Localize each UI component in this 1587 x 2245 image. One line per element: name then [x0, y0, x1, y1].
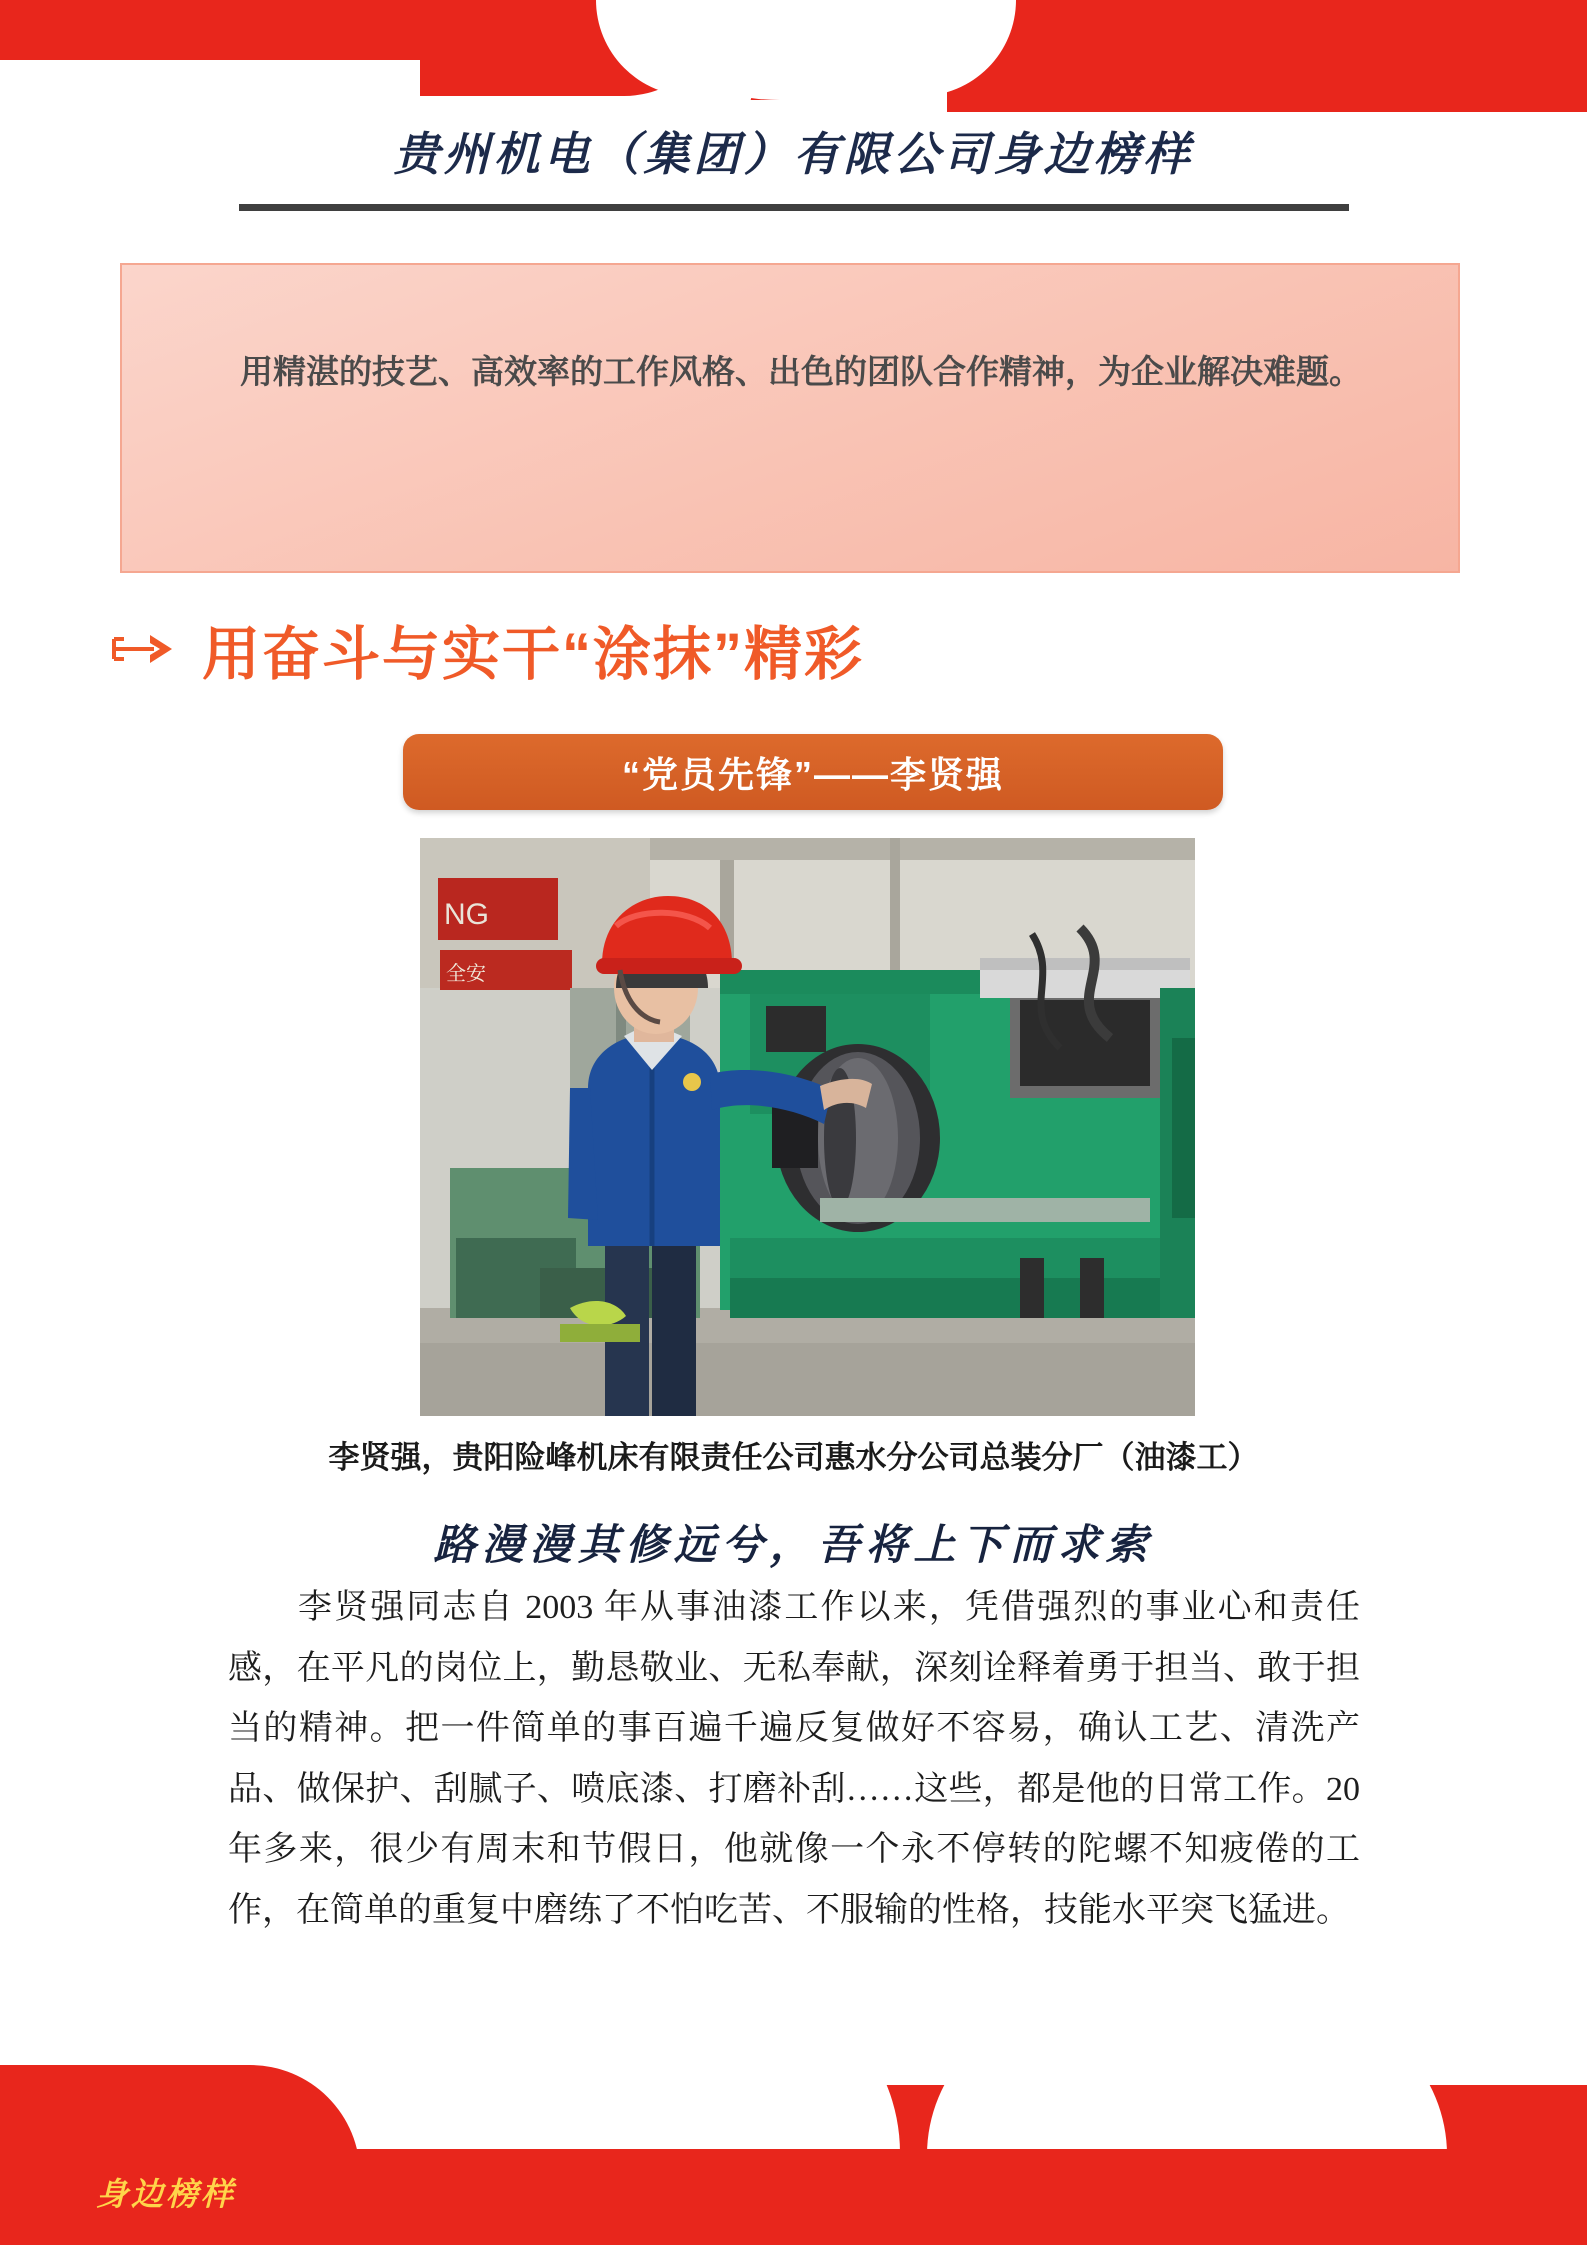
top-red-mid-notch: [596, 0, 1016, 96]
double-arrow-icon: [110, 627, 176, 671]
photo-caption: 李贤强，贵阳险峰机床有限责任公司惠水分公司总装分厂（油漆工）: [328, 1440, 1259, 1475]
quote-text: 用精湛的技艺、高效率的工作风格、出色的团队合作精神，为企业解决难题。: [240, 353, 1362, 390]
section-title: 用奋斗与实干“涂抹”精彩: [202, 622, 865, 687]
quote-box: [120, 263, 1460, 573]
article-body: 李贤强同志自 2003 年从事油漆工作以来，凭借强烈的事业心和责任感，在平凡的岗位上，勤恳敬业、无私奉献，深刻诠释着勇于担当、敢于担当的精神。把一件简单的事百遍千遍反复做好不容易，确认工艺、清洗产品、做保护、刮腻子、喷底漆、打磨补刮……这些，都是他的日常工作。20 年多来，很少有周末和节假日，他就像一个永不停转的陀螺不知疲倦的工作，在简单的重复中磨练了不怕吃苦、不服输的性格，技能水平突飞猛进。: [228, 1589, 1360, 1929]
bottom-white-curve-right: [927, 2005, 1447, 2155]
header-divider: [239, 204, 1349, 211]
document-header: [0, 118, 1587, 211]
honor-badge: [403, 734, 1223, 810]
footer-label: 身边榜样: [96, 2176, 237, 2212]
photo-worker: [420, 838, 1195, 1416]
bottom-red-tab: [0, 2065, 360, 2175]
honor-badge-label: “党员先锋”——李贤强: [621, 753, 1004, 795]
svg-text:NG: NG: [444, 898, 489, 931]
page-title: 贵州机电（集团）有限公司身边榜样: [393, 129, 1194, 180]
svg-text:全安: 全安: [446, 963, 486, 985]
article-subheading: 路漫漫其修远兮，吾将上下而求索: [433, 1523, 1154, 1569]
top-red-right-block: [947, 0, 1587, 112]
section-title-row: [110, 607, 864, 691]
